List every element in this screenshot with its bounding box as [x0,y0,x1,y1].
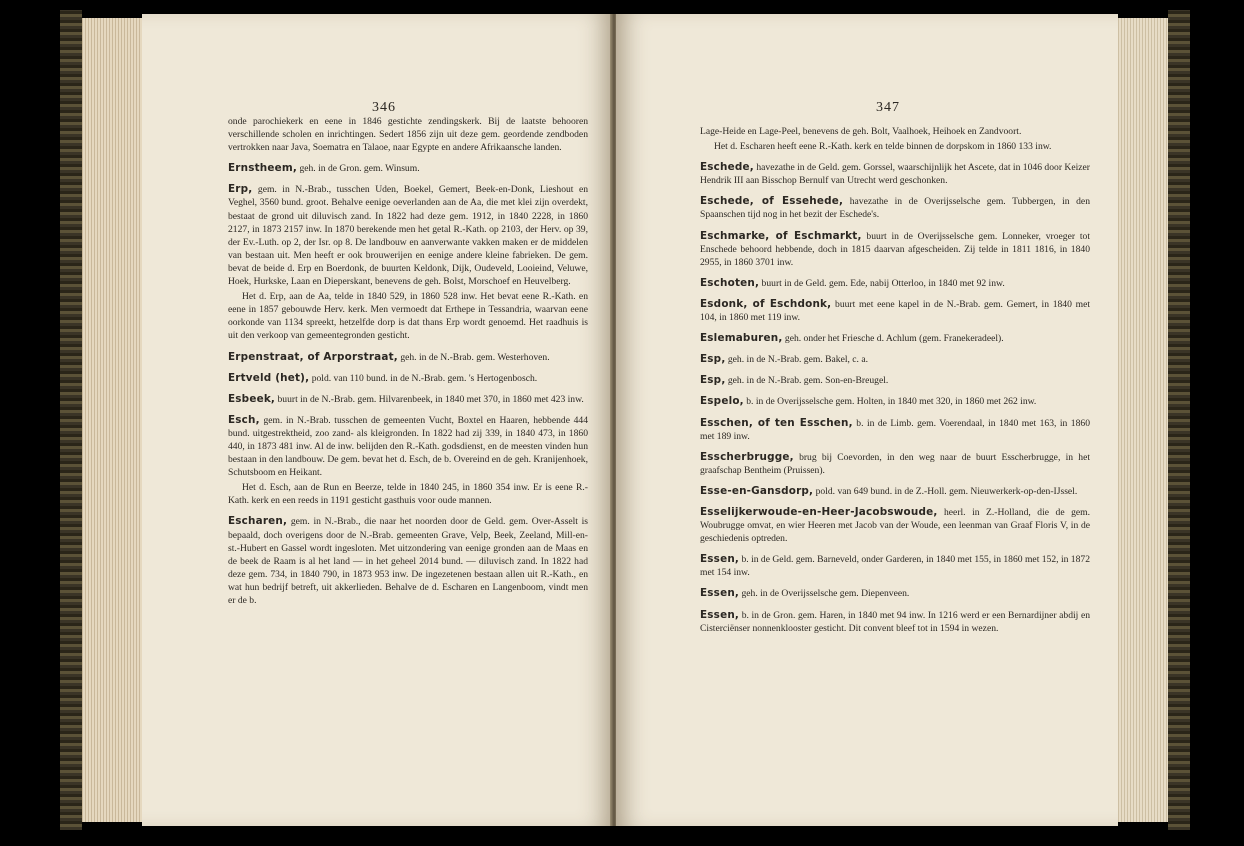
entry-body: geh. in de N.-Brab. gem. Son-en-Breugel. [727,375,889,387]
book-cover-left [60,10,82,830]
dictionary-entry [228,414,588,479]
entry-body: geh. in de N.-Brab. gem. Bakel, c. a. [727,354,869,366]
dictionary-entry [700,609,1090,635]
entry-headword: Esschen, of ten Esschen, [700,416,853,429]
entry-body: brug bij Coevorden, in den weg naar de buurt Esscherbrugge, in het graafschap Bentheim (Pruissen). [700,451,1090,476]
entry-headword: Esch, [228,413,260,426]
entry-body: Het d. Esch, aan de Run en Beerze, telde in 1840 245, in 1860 354 inw. Er is eene R.-Kath. kerk en een reeds in 1191 gesticht gasthuis voor oude mannen. [228,482,588,507]
dictionary-entry [700,553,1090,579]
dictionary-entry [700,140,1090,153]
entry-headword: Essen, [700,608,740,621]
entry-headword: Eschmarke, of Eschmarkt, [700,229,862,242]
entry-headword: Erp, [228,183,253,196]
entry-body: Lage-Heide en Lage-Peel, benevens de geh. Bolt, Vaalhoek, Heihoek en Zandvoort. [700,126,1022,137]
dictionary-entry [228,183,588,288]
entry-headword: Esscherbrugge, [700,450,794,463]
dictionary-entry [700,395,1090,408]
dictionary-entry [228,162,588,175]
dictionary-entry [700,374,1090,387]
entry-body: buurt in de Overijsselsche gem. Lonneker, vroeger tot Enschede behoord hebbende, doch in 1815 daarvan afgescheiden. Zij telde in 1811 1816, in 1840 2955, in 1860 3701 inw. [700,230,1090,268]
entry-body: gem. in N.-Brab., tusschen Uden, Boekel, Gemert, Beek-en-Donk, Lieshout en Veghel, 3560 bund. groot. Behalve eenige oeverlanden aan de Aa, die met klei zijn overdekt, bestaat de grond uit diluvisch zand. In 1822 had deze gem. 1912, in 1840 2228, in 1860 2127, in 1873 2157 inw. In 1870 berekende men het getal R.-Kath. op 2103, der Herv. op 39, der Ev.-Luth. op 2, der Isr. op 8. De landbouw en aanverwante vakken maken er de middelen van bestaan uit. Men heeft er ook brouwerijen en eenige andere kleine fabrieken. De gem. bevat de beide d. Erp en Boerdonk, de buurten Keldonk, Dijk, Oudeveld, Looieind, Veluwe, Hoek, Hurkske, Laan en Dieperskant, benevens de geh. Bolst, Morschoef en Heuvelberg. [228,184,588,288]
dictionary-entry [700,230,1090,269]
entry-headword: Eschoten, [700,276,760,289]
entry-headword: Essen, [700,553,740,566]
entry-body: havezathe in de Overijsselsche gem. Tubbergen, in den Spaanschen tijd nog in het bezit der Eschede's. [700,196,1090,221]
dictionary-entry [228,351,588,364]
entry-body: buurt met eene kapel in de N.-Brab. gem. Gemert, in 1840 met 104, in 1860 met 119 inw. [700,298,1090,324]
entry-body: b. in de Limb. gem. Voerendaal, in 1840 met 163, in 1860 met 189 inw. [700,417,1090,442]
entry-headword: Ernstheem, [228,162,298,175]
entry-body: b. in de Geld. gem. Barneveld, onder Garderen, in 1840 met 155, in 1860 met 152, in 1872 met 154 inw. [700,554,1090,579]
dictionary-entry [700,451,1090,477]
entry-body: buurt in de Geld. gem. Ede, nabij Otterloo, in 1840 met 92 inw. [761,277,1005,289]
dictionary-entry [228,481,588,507]
entry-headword: Ertveld (het), [228,371,310,384]
dictionary-entry [700,277,1090,290]
entry-headword: Esp, [700,374,726,387]
open-book [60,10,1190,830]
entry-body: buurt in de N.-Brab. gem. Hilvarenbeek, in 1840 met 370, in 1860 met 423 inw. [277,393,584,405]
entry-headword: Esp, [700,353,726,366]
entry-body: heerl. in Z.-Holland, die de gem. Woubrugge omvat, en wier Heeren met Jacob van der Woude, een leenman van Graaf Floris V, in de geschiedenis optreden. [700,506,1090,545]
entry-body: geh. in de Overijsselsche gem. Diepenveen. [741,588,910,600]
entry-headword: Essen, [700,587,740,600]
entry-body: b. in de Gron. gem. Haren, in 1840 met 94 inw. In 1216 werd er een Bernardijner abdij en Cisterciënser nonnenklooster gesticht. Dit convent bleef tot in 1594 in wezen. [700,609,1090,634]
dictionary-entry [700,125,1090,138]
dictionary-entry [700,587,1090,600]
entry-body: Het d. Escharen heeft eene R.-Kath. kerk en telde binnen de dorpskom in 1860 133 inw. [714,141,1052,153]
entry-body: gem. in N.-Brab. tusschen de gemeenten Vucht, Boxtel en Haaren, hebbende 444 bund. uitgestrektheid, zoo zand- als kleigronden. In 1822 had zij 339, in 1840 473, in 1860 440, in 1873 481 inw. Al de inw. belijden den R.-Kath. godsdienst, en de meesten vinden hun bestaan in den landbouw. De gem. bevat het d. Esch, de b. Overeind en de geh. Kranijenhoek, Schutsboom en Heikant. [228,414,588,479]
page-number: 347 [876,100,900,115]
left-page [142,14,612,826]
dictionary-entry [700,506,1090,545]
entry-body: onde parochiekerk en eene in 1846 gestichte zendingskerk. Bij de laatste behooren verschillende scholen en inrichtingen. Sedert 1856 zijn uit deze gem. geordende zendboden vertrokken naar Java, Soematra en Talaoe, naar Egypte en andere Afrikaansche landen. [228,116,588,154]
dictionary-entry [700,298,1090,324]
right-page-text [700,125,1090,643]
book-cover-right [1168,10,1190,830]
dictionary-entry [700,417,1090,443]
entry-headword: Eslemaburen, [700,332,783,345]
entry-body: geh. in de N.-Brab. gem. Westerhoven. [400,351,550,363]
entry-headword: Erpenstraat, of Arporstraat, [228,350,398,363]
entry-headword: Esdonk, of Eschdonk, [700,297,832,310]
entry-body: pold. van 649 bund. in de Z.-Holl. gem. Nieuwerkerk-op-den-IJssel. [815,485,1078,497]
dictionary-entry [700,353,1090,366]
page-number: 346 [372,100,396,115]
entry-body: geh. onder het Friesche d. Achlum (gem. Franekeradeel). [784,333,1004,345]
entry-headword: Esselijkerwoude-en-Heer-Jacobswoude, [700,505,938,518]
dictionary-entry [700,485,1090,498]
dictionary-entry [700,195,1090,221]
entry-body: geh. in de Gron. gem. Winsum. [299,163,420,175]
entry-headword: Esse-en-Gansdorp, [700,484,814,497]
entry-body: b. in de Overijsselsche gem. Holten, in 1840 met 320, in 1860 met 262 inw. [746,396,1037,408]
entry-headword: Escharen, [228,515,288,528]
entry-headword: Esbeek, [228,392,276,405]
page-edges-left [82,18,142,822]
entry-body: Het d. Erp, aan de Aa, telde in 1840 529, in 1860 528 inw. Het bevat eene R.-Kath. en eene in 1857 gebouwde Herv. kerk. Men vermoedt dat Erthepe in Tessandria, waarvan eene oorkonde van 1134 spreekt, hetzelfde dorp is dat thans Erp wordt genoemd. Het raadhuis is uit den verkoop van gemeentegronden gesticht. [228,291,588,342]
entry-headword: Espelo, [700,395,744,408]
dictionary-entry [228,515,588,607]
entry-headword: Eschede, [700,161,754,174]
dictionary-entry [700,161,1090,187]
dictionary-entry [700,332,1090,345]
entry-body: gem. in N.-Brab., die naar het noorden door de Geld. gem. Over-Asselt is bepaald, doch overigens door de N.-Brab. gemeenten Grave, Velp, Beek, Zeeland, Mill-en-st.-Hubert en Gassel wordt ingesloten. Met uitzondering van eenige gronden aan de Maas en de beek de Raam is al het land — in het geheel 2014 bund. — diluvisch zand. In 1822 had deze gem. 734, in 1840 790, in 1873 953 inw. De ingezetenen bestaan allen uit R.-Kath., en wat hun bedrijf betreft, uit akkerlieden. Behalve de d. Escharen en Langenboom, vindt men er de b. [228,516,588,606]
dictionary-entry [228,393,588,406]
left-page-text [228,115,588,615]
entry-body: havezathe in de Geld. gem. Gorssel, waarschijnlijk het Ascete, dat in 1046 door Keizer Hendrik III aan Bisschop Bernulf van Utrecht werd geschonken. [700,162,1090,187]
entry-headword: Eschede, of Essehede, [700,195,844,208]
dictionary-entry [228,115,588,154]
entry-body: pold. van 110 bund. in de N.-Brab. gem. 's Hertogenbosch. [311,372,538,384]
dictionary-entry [228,372,588,385]
right-page [616,14,1118,826]
dictionary-entry [228,290,588,342]
